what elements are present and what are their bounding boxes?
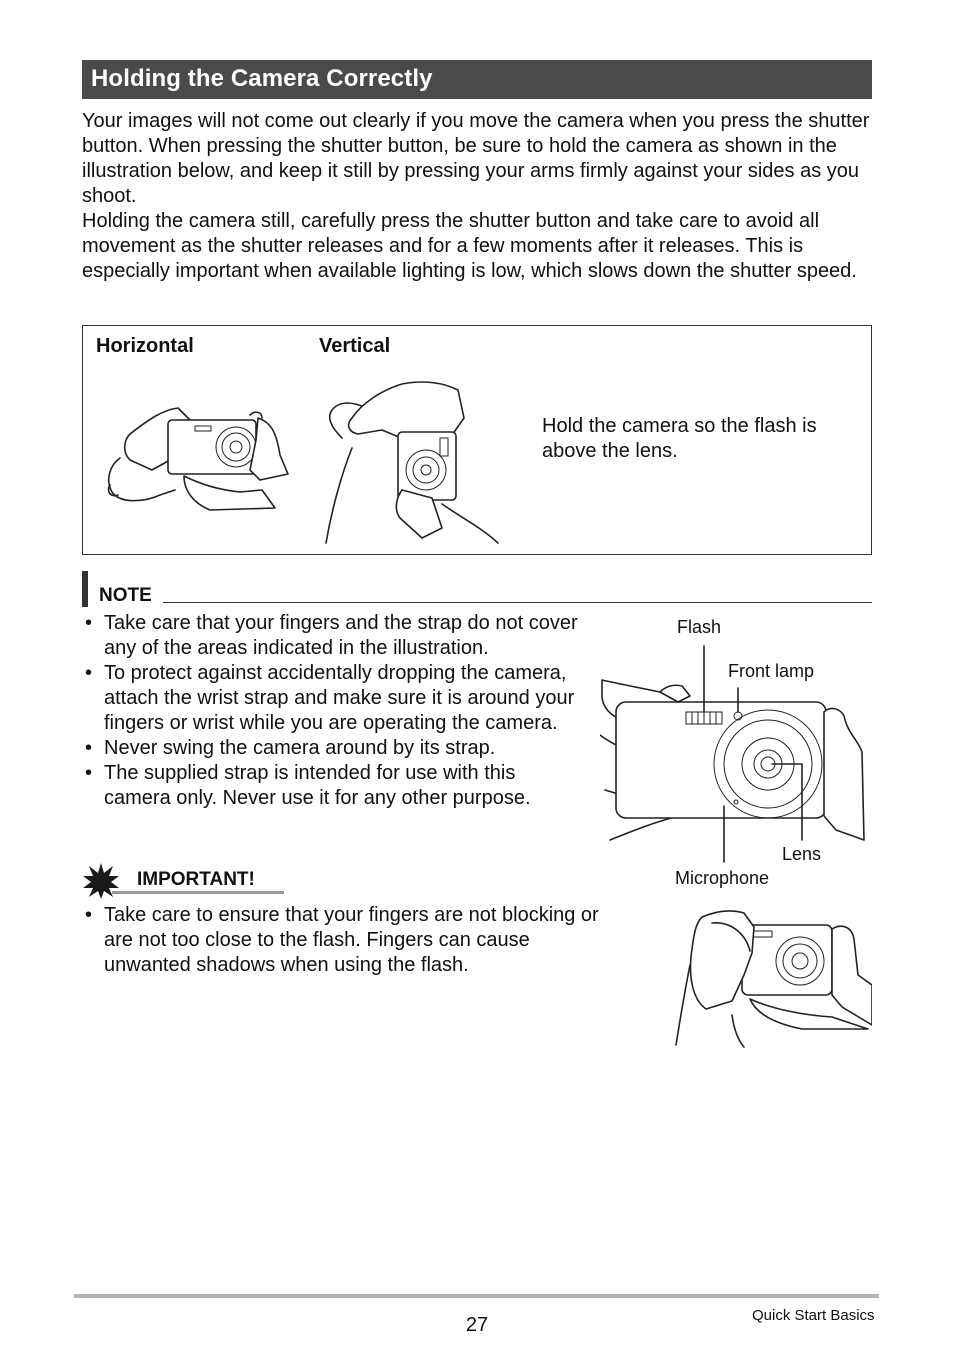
flash-label: Flash	[677, 617, 722, 637]
section-title: Holding the Camera Correctly	[91, 65, 433, 92]
intro-paragraph-2: Holding the camera still, carefully press the shutter button and take care to avoid all movement as the shutter releases and for a few moments after it releases. This is especially important when available lighting is low, which slows down the shutter speed.	[82, 210, 857, 282]
front-lamp-label: Front lamp	[728, 661, 815, 681]
finger-over-flash-illustration	[672, 905, 872, 1050]
footer-rule	[74, 1294, 879, 1298]
important-rule	[112, 891, 284, 894]
section-title-bar	[82, 60, 872, 99]
footer-section-name: Quick Start Basics	[752, 1307, 875, 1324]
list-item: • To protect against accidentally dropping the camera, attach the wrist strap and make sure it is around your fingers or wrist while you are operating the camera.	[82, 661, 582, 736]
list-item: • Never swing the camera around by its strap.	[82, 736, 582, 761]
note-marker	[82, 571, 88, 607]
note-label: NOTE	[99, 585, 152, 606]
list-item: • The supplied strap is intended for use with this camera only. Never use it for any other purpose.	[82, 761, 582, 811]
list-item: • Take care that your fingers and the strap do not cover any of the areas indicated in the illustration.	[82, 611, 582, 661]
horizontal-label: Horizontal	[96, 335, 194, 357]
vertical-label: Vertical	[319, 335, 391, 357]
page-number: 27	[465, 1314, 489, 1336]
lens-label: Lens	[782, 844, 822, 864]
hold-instruction: Hold the camera so the flash is above the lens.	[542, 415, 817, 462]
starburst-icon	[82, 862, 120, 900]
vertical-hold-illustration	[322, 378, 502, 548]
horizontal-hold-illustration	[100, 400, 290, 515]
important-label: IMPORTANT!	[137, 869, 255, 890]
list-item: • Take care to ensure that your fingers are not blocking or are not too close to the flash. Fingers can cause unwanted shadows when using the flash.	[82, 903, 602, 978]
intro-text	[82, 109, 872, 284]
important-list	[82, 903, 602, 978]
intro-paragraph-1: Your images will not come out clearly if you move the camera when you press the shutter button. When pressing the shutter button, be sure to hold the camera as shown in the illustration below, and keep it still by pressing your arms firmly against your sides as you shoot.	[82, 110, 870, 207]
microphone-label: Microphone	[675, 868, 770, 888]
note-rule	[163, 602, 872, 603]
note-list	[82, 611, 582, 811]
